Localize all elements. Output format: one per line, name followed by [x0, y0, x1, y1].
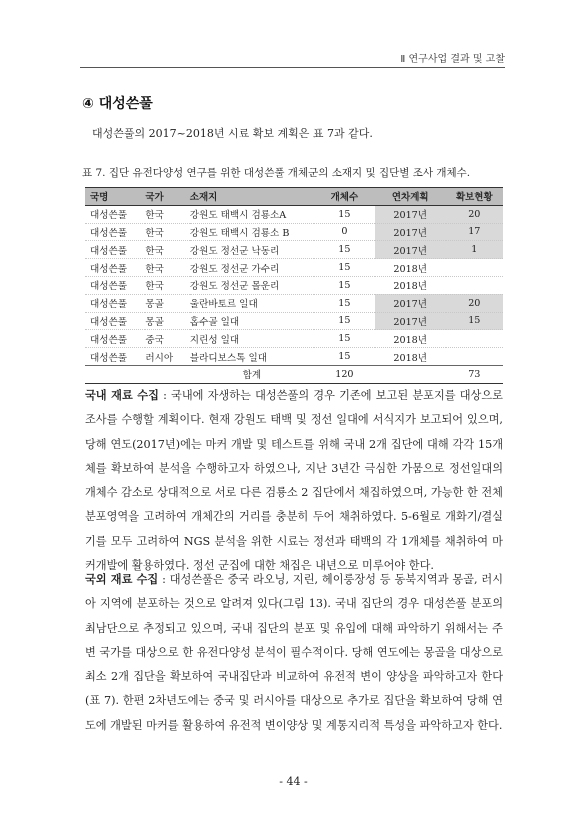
table-total-row	[85, 365, 503, 383]
foreign-collection-body: : 대성쓴풀은 중국 라오닝, 지린, 헤이룽장성 등 동북지역과 몽골, 러시아 지역에 분포하는 것으로 알려져 있다(그림 13). 국내 집단의 경우 대성쓴풀 분포의 최남단으로 추정되고 있으며, 국내 집단의 분포 및 유입에 대해 파악하기 위해서는 주변 국가를 대상으로 한 유전다양성 분석이 필수적이다. 당해 연도에는 몽골을 대상으로 최소 2개 집단을 확보하여 국내집단과 비교하여 유전적 변이 양상을 파악하고자 한다(표 7). 한편 2차년도에는 중국 및 러시아를 대상으로 추가로 집단을 확보하여 당해 연도에 개발된 마커를 활용하여 유전적 변이양상 및 계통지리적 특성을 파악하고자 한다.	[85, 573, 503, 732]
cell-count: 15	[314, 312, 375, 330]
section-intro: 대성쓴풀의 2017~2018년 시료 확보 계획은 표 7과 같다.	[92, 127, 373, 140]
cell-location: 블라디보스톡 일대	[190, 348, 314, 366]
cell-species: 대성쓴풀	[85, 312, 145, 330]
cell-secured	[446, 259, 503, 277]
total-count: 120	[314, 365, 375, 383]
cell-secured: 20	[446, 294, 503, 312]
cell-country: 한국	[145, 259, 189, 277]
cell-country: 한국	[145, 205, 189, 223]
table-row	[85, 312, 503, 330]
header-species: 국명	[85, 188, 145, 206]
cell-plan: 2017년	[375, 223, 446, 241]
table-row	[85, 259, 503, 277]
cell-species: 대성쓴풀	[85, 294, 145, 312]
cell-species: 대성쓴풀	[85, 259, 145, 277]
cell-location: 강원도 태백시 검룡소A	[190, 205, 314, 223]
cell-plan: 2017년	[375, 205, 446, 223]
cell-country: 한국	[145, 241, 189, 259]
domestic-collection-lead: 국내 재료 수집	[85, 389, 159, 402]
domestic-collection-paragraph	[85, 384, 503, 578]
foreign-collection-paragraph	[85, 568, 503, 738]
cell-location: 강원도 정선군 몰운리	[190, 276, 314, 294]
cell-count: 15	[314, 294, 375, 312]
header-secured: 확보현황	[446, 188, 503, 206]
cell-secured	[446, 276, 503, 294]
table-caption: 표 7. 집단 유전다양성 연구를 위한 대성쓴풀 개체군의 소재지 및 집단별 조사 개체수.	[82, 167, 471, 179]
cell-plan: 2017년	[375, 241, 446, 259]
cell-country: 몽골	[145, 312, 189, 330]
total-label: 합계	[190, 365, 314, 383]
cell-species: 대성쓴풀	[85, 205, 145, 223]
cell-secured: 17	[446, 223, 503, 241]
cell-plan: 2017년	[375, 294, 446, 312]
table-row	[85, 348, 503, 366]
cell-species: 대성쓴풀	[85, 348, 145, 366]
table-row	[85, 294, 503, 312]
cell-count: 15	[314, 259, 375, 277]
sample-table	[85, 187, 503, 384]
cell-secured	[446, 348, 503, 366]
domestic-collection-body: : 국내에 자생하는 대성쓴풀의 경우 기존에 보고된 분포지를 대상으로 조사를 수행할 계획이다. 현재 강원도 태백 및 정선 일대에 서식지가 보고되어 있으며, 당해 연도(2017년)에는 마커 개발 및 테스트를 위해 국내 2개 집단에 대해 각각 15개체를 확보하여 분석을 수행하고자 하였으나, 지난 3년간 극심한 가뭄으로 정선일대의 개체수 감소로 상대적으로 서로 다른 검룡소 2 집단에서 채집하였으며, 가능한 한 전체 분포영역을 고려하여 개체간의 거리를 충분히 두어 채취하였다. 5-6월로 개화기/결실기를 모두 고려하여 NGS 분석을 위한 시료는 정선과 태백의 각 1개체를 채취하여 마커개발에 활용하였다. 정선 군집에 대한 채집은 내년으로 미루어야 한다.	[85, 389, 503, 573]
cell-plan: 2018년	[375, 330, 446, 348]
cell-species: 대성쓴풀	[85, 276, 145, 294]
header-plan: 연차계획	[375, 188, 446, 206]
cell-plan: 2018년	[375, 259, 446, 277]
header-country: 국가	[145, 188, 189, 206]
cell-count: 15	[314, 348, 375, 366]
cell-count: 15	[314, 330, 375, 348]
cell-species: 대성쓴풀	[85, 241, 145, 259]
table-row	[85, 241, 503, 259]
cell-count: 15	[314, 276, 375, 294]
page-number: - 44 -	[279, 775, 308, 788]
cell-species: 대성쓴풀	[85, 330, 145, 348]
table-row	[85, 223, 503, 241]
cell-secured: 1	[446, 241, 503, 259]
table-row	[85, 276, 503, 294]
cell-count: 15	[314, 241, 375, 259]
header-rule	[80, 67, 505, 68]
cell-count: 15	[314, 205, 375, 223]
cell-location: 강원도 정선군 낙동리	[190, 241, 314, 259]
total-secured: 73	[446, 365, 503, 383]
foreign-collection-lead: 국외 재료 수집	[85, 573, 159, 586]
cell-count: 0	[314, 223, 375, 241]
cell-species: 대성쓴풀	[85, 223, 145, 241]
cell-location: 지린성 일대	[190, 330, 314, 348]
cell-country: 한국	[145, 223, 189, 241]
cell-location: 홉수골 일대	[190, 312, 314, 330]
cell-secured: 15	[446, 312, 503, 330]
cell-country: 중국	[145, 330, 189, 348]
running-header: Ⅱ 연구사업 결과 및 고찰	[400, 54, 505, 65]
cell-location: 강원도 정선군 가수리	[190, 259, 314, 277]
header-location: 소재지	[190, 188, 314, 206]
cell-secured	[446, 330, 503, 348]
cell-location: 울란바토르 일대	[190, 294, 314, 312]
cell-plan: 2018년	[375, 348, 446, 366]
header-count: 개체수	[314, 188, 375, 206]
table-header-row	[85, 188, 503, 206]
cell-country: 한국	[145, 276, 189, 294]
table-row	[85, 330, 503, 348]
cell-secured: 20	[446, 205, 503, 223]
section-heading: ④ 대성쓴풀	[82, 96, 153, 112]
cell-plan: 2017년	[375, 312, 446, 330]
cell-location: 강원도 태백시 검룡소 B	[190, 223, 314, 241]
table-row	[85, 205, 503, 223]
cell-country: 러시아	[145, 348, 189, 366]
cell-plan: 2018년	[375, 276, 446, 294]
cell-country: 몽골	[145, 294, 189, 312]
